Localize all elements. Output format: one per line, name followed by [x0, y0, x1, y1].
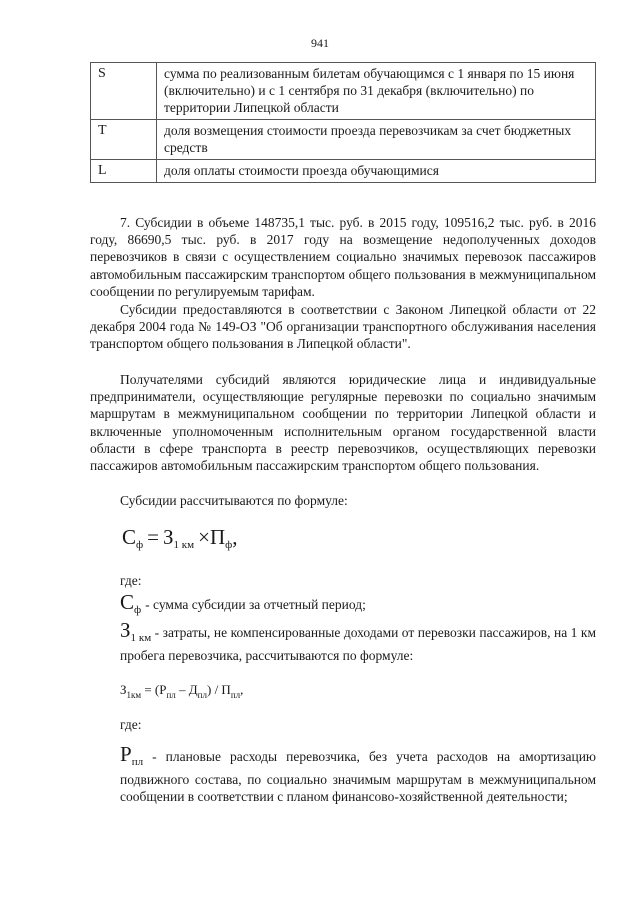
table-row — [91, 160, 596, 183]
definitions-table — [90, 62, 596, 183]
definition-cf: $С_ф$ - сумма субсидии за отчетный период; — [120, 590, 366, 616]
where-label-1: где: — [120, 573, 142, 588]
table-cell-description: сумма по реализованным билетам обучающимся с 1 января по 15 июня (включительно) и с 1 сентября по 31 декабря (включительно) по территории Липецкой области — [157, 63, 596, 120]
table-cell-symbol: T — [91, 120, 157, 160]
page-number: 941 — [311, 36, 329, 50]
where-label-2: где: — [120, 717, 142, 732]
paragraph-formula-intro: Субсидии рассчитываются по формуле: — [120, 493, 348, 508]
formula-costs: $З_{1км} = (Р_{пл} - Д_{пл}) / П_{пл}$, — [120, 682, 244, 700]
table-row — [91, 63, 596, 120]
table-cell-description: доля возмещения стоимости проезда перевозчикам за счет бюджетных средств — [157, 120, 596, 160]
paragraph-recipients: Получателями субсидий являются юридические лица и индивидуальные предприниматели, осуществляющие регулярные перевозки по социально значимым маршрутам в межмуниципальном сообщении по территории Липецкой области и включенные уполномоченным исполнительным органом государственной власти области в сфере транспорта в реестр перевозчиков, осуществляющих перевозки пассажиров автомобильным пассажирским транспортом общего пользования. — [90, 372, 596, 474]
table-cell-description: доля оплаты стоимости проезда обучающимися — [157, 160, 596, 183]
formula-subsidy: $С_ф = З_{1 км} \times П_ф$, — [122, 525, 238, 551]
definition-z: $З_{1 км}$ - затраты, не компенсированные доходами от перевозки пассажиров, на 1 км пробега перевозчика, рассчитываются по формуле: — [120, 618, 596, 664]
table-row — [91, 120, 596, 160]
table-cell-symbol: S — [91, 63, 157, 120]
table-cell-symbol: L — [91, 160, 157, 183]
definition-r: $Р_{пл}$ - плановые расходы перевозчика, без учета расходов на амортизацию подвижного состава, по социально значимым маршрутам в межмуниципальном сообщении в соответствии с планом финансово-хозяйственной деятельности; — [120, 742, 597, 805]
paragraph-subsidy-volume: 7. Субсидии в объеме 148735,1 тыс. руб. в 2015 году, 109516,2 тыс. руб. в 2016 году, 86690,5 тыс. руб. в 2017 году на возмещение недополученных доходов перевозчиков в связи с осуществлением социально значимых перевозок пассажиров автомобильным пассажирским транспортом общего пользования в межмуниципальном сообщении по регулируемым тарифам. — [90, 215, 596, 299]
paragraph-law-reference: Субсидии предоставляются в соответствии с Законом Липецкой области от 22 декабря 2004 года № 149-ОЗ "Об организации транспортного обслуживания населения транспортом общего пользования в Липецкой области". — [90, 302, 596, 352]
